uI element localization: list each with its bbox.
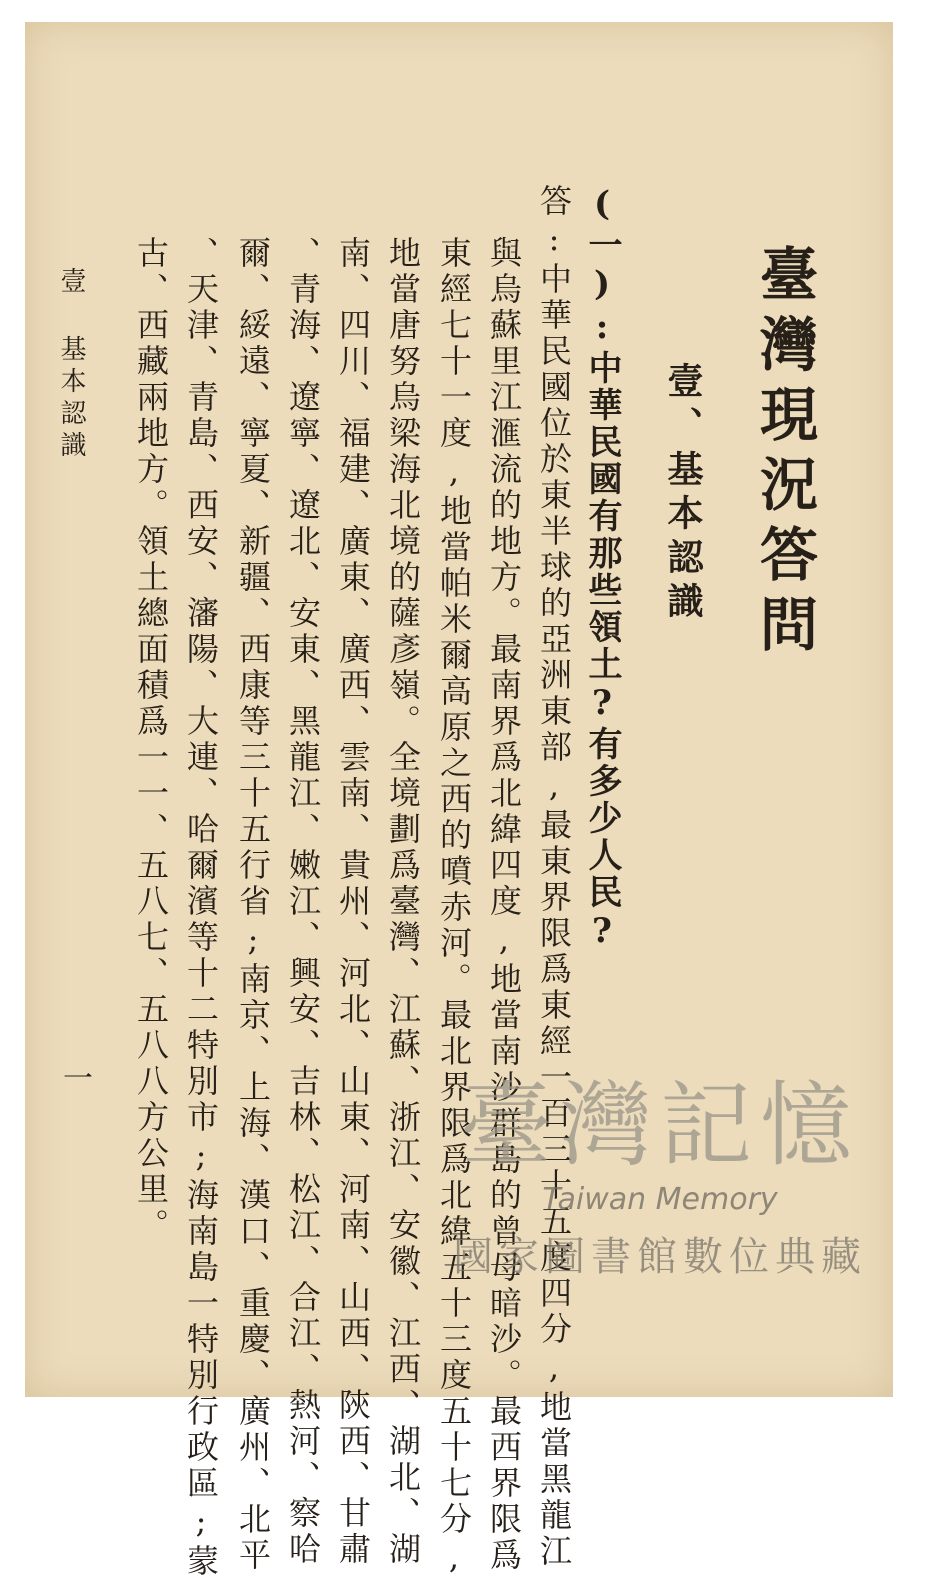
body-line: 地當唐努烏梁海北境的薩彥嶺。全境劃爲臺灣、江蘇、浙江、安徽、江西、湖北、湖 — [384, 236, 422, 1568]
body-line: 、青海、遼寧、遼北、安東、黑龍江、嫩江、興安、吉林、松江、合江、熱河、察哈 — [284, 236, 322, 1568]
body-line: 、天津、青島、西安、瀋陽、大連、哈爾濱等十二特別市;海南島一特別行政區;蒙 — [182, 236, 220, 1580]
body-line: 古、西藏兩地方。領土總面積爲一一、五八七、五八八方公里。 — [132, 236, 170, 1244]
watermark-subtitle: Taiwan Memory — [542, 1182, 778, 1217]
watermark — [420, 1072, 900, 1340]
body-line: 與烏蘇里江滙流的地方。最南界爲北緯四度,地當南沙群島的曾母暗沙。最西界限爲 — [485, 236, 523, 1574]
body-line: 答:中華民國位於東半球的亞洲東部,最東界限爲東經一百三十五度四分,地當黑龍江 — [535, 184, 573, 1570]
question-heading: (一):中華民國有那些領土?有多少人民? — [582, 184, 622, 954]
running-footer: 壹 基本認識 — [56, 267, 86, 463]
section-heading: 壹、基本認識 — [662, 362, 704, 626]
body-line: 爾、綏遠、寧夏、新疆、西康等三十五行省;南京、上海、漢口、重慶、廣州、北平 — [234, 236, 272, 1574]
watermark-title: 臺灣記憶 — [459, 1072, 860, 1179]
page-title: 臺灣現況答問 — [750, 244, 818, 664]
scanned-page — [25, 22, 893, 1580]
page-number: 一 — [57, 1062, 92, 1092]
body-line: 東經七十一度,地當帕米爾高原之西的噴赤河。最北界限爲北緯五十三度五十七分, — [435, 236, 473, 1580]
watermark-organization: 國家圖書館數位典藏 — [453, 1234, 867, 1280]
body-line: 南、四川、福建、廣東、廣西、雲南、貴州、河北、山東、河南、山西、陝西、甘肅 — [334, 236, 372, 1568]
